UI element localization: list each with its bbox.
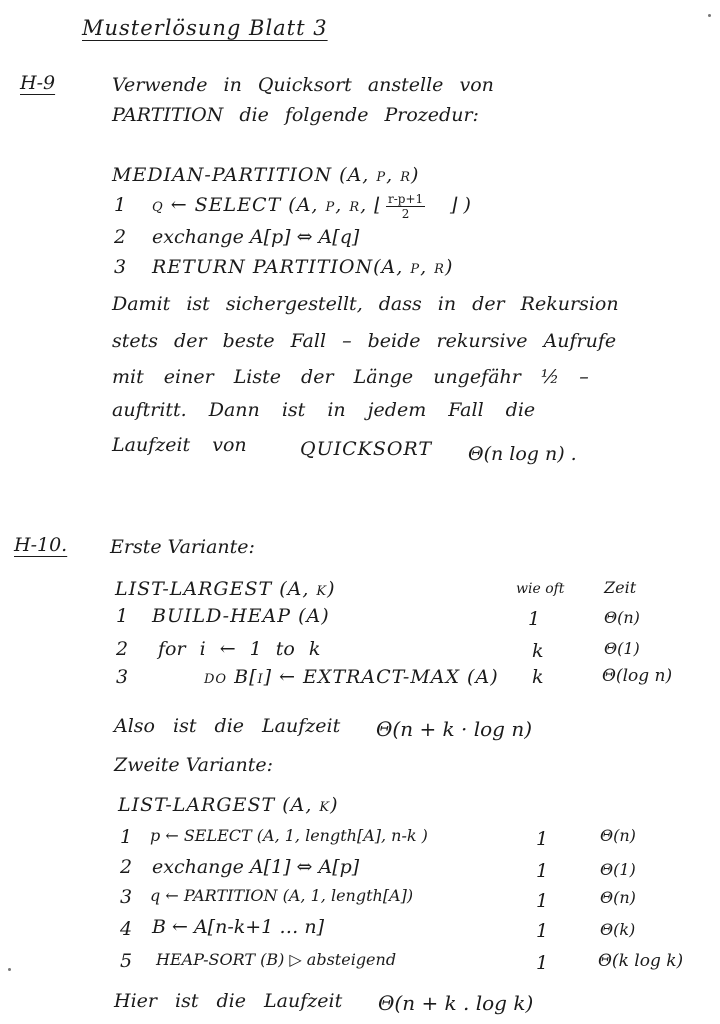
h9-line-2-number: 2	[114, 226, 127, 248]
h10-label: H-10.	[14, 534, 68, 556]
row-number: 3	[120, 886, 133, 908]
row-count: 1	[536, 952, 549, 974]
row-time: Θ(log n)	[602, 666, 673, 686]
h10-procedure-1-name: LIST-LARGEST (A, k)	[115, 578, 336, 600]
row-time: Θ(n)	[600, 826, 636, 845]
h9-line-1-number: 1	[114, 194, 127, 216]
h9-line-3-number: 3	[114, 256, 127, 278]
row-code: B ← A[n-k+1 … n]	[152, 916, 325, 938]
row-number: 1	[116, 605, 129, 627]
h9-explanation-line-5a: Laufzeit von	[112, 434, 247, 456]
row-number: 3	[116, 666, 129, 688]
row-number: 2	[120, 856, 133, 878]
h10-procedure-2-name: LIST-LARGEST (A, k)	[118, 794, 339, 816]
row-count: 1	[536, 920, 549, 942]
h10-result-2-label: Hier ist die Laufzeit	[114, 990, 343, 1012]
row-code: BUILD-HEAP (A)	[152, 605, 330, 627]
scan-speck	[8, 968, 11, 971]
fraction-denominator: 2	[401, 207, 410, 221]
h9-explanation-line-4: auftritt. Dann ist in jedem Fall die	[112, 399, 536, 421]
row-time: Θ(n)	[604, 608, 640, 627]
h9-line-1-fraction	[386, 193, 425, 220]
h9-explanation-line-2: stets der beste Fall – beide rekursive Aufrufe	[112, 330, 617, 352]
row-code: q ← PARTITION (A, 1, length[A])	[150, 886, 414, 905]
h10-result-1-label: Also ist die Laufzeit	[114, 715, 341, 737]
h9-explanation-line-3: mit einer Liste der Länge ungefähr ½ –	[112, 366, 589, 388]
fraction-numerator: r-p+1	[388, 192, 424, 206]
h10-result-2-value: Θ(n + k . log k)	[378, 991, 534, 1015]
row-code: exchange A[1] ⇔ A[p]	[152, 856, 360, 878]
row-time: Θ(k)	[600, 920, 636, 939]
h9-label: H-9	[20, 72, 56, 94]
row-time: Θ(n)	[600, 888, 636, 907]
row-count: 1	[536, 828, 549, 850]
h9-line-3-code: RETURN PARTITION(A, p, r)	[152, 256, 454, 278]
h9-intro-line-1: Verwende in Quicksort anstelle von	[112, 74, 494, 96]
row-code: HEAP-SORT (B) ▷ absteigend	[156, 950, 397, 969]
row-time: Θ(k log k)	[598, 951, 684, 971]
h10-variant-2-heading: Zweite Variante:	[114, 754, 274, 776]
h9-line-1-code: q ← SELECT (A, p, r, ⌊	[152, 194, 383, 216]
h9-explanation-line-1: Damit ist sichergestellt, dass in der Rekursion	[112, 293, 619, 315]
row-count: k	[532, 640, 544, 662]
row-time: Θ(1)	[604, 639, 640, 658]
row-number: 2	[116, 638, 129, 660]
h10-variant-1-heading: Erste Variante:	[110, 536, 255, 558]
page-title: Musterlösung Blatt 3	[82, 16, 328, 40]
h10-result-1-value: Θ(n + k · log n)	[376, 717, 533, 741]
row-count: 1	[536, 860, 549, 882]
row-count: k	[532, 666, 544, 688]
h10-column-count-header: wie oft	[516, 581, 565, 597]
row-code: for i ← 1 to k	[158, 638, 321, 660]
h9-line-1-close: ⌋ )	[450, 194, 471, 216]
h10-column-time-header: Zeit	[604, 578, 637, 597]
h9-intro-line-2: PARTITION die folgende Prozedur:	[112, 104, 479, 126]
row-count: 1	[528, 608, 541, 630]
row-time: Θ(1)	[600, 860, 636, 879]
h9-runtime-value: Θ(n log n) .	[468, 443, 577, 465]
row-number: 4	[120, 918, 133, 940]
row-code: p ← SELECT (A, 1, length[A], n-k )	[150, 826, 428, 845]
row-count: 1	[536, 890, 549, 912]
h9-quicksort-name: QUICKSORT	[300, 438, 433, 460]
row-number: 1	[120, 826, 133, 848]
row-code: do B[i] ← EXTRACT-MAX (A)	[204, 666, 499, 688]
h9-procedure-name: MEDIAN-PARTITION (A, p, r)	[112, 164, 420, 186]
h9-line-2-code: exchange A[p] ⇔ A[q]	[152, 226, 360, 248]
row-number: 5	[120, 950, 133, 972]
scan-speck	[708, 14, 711, 17]
